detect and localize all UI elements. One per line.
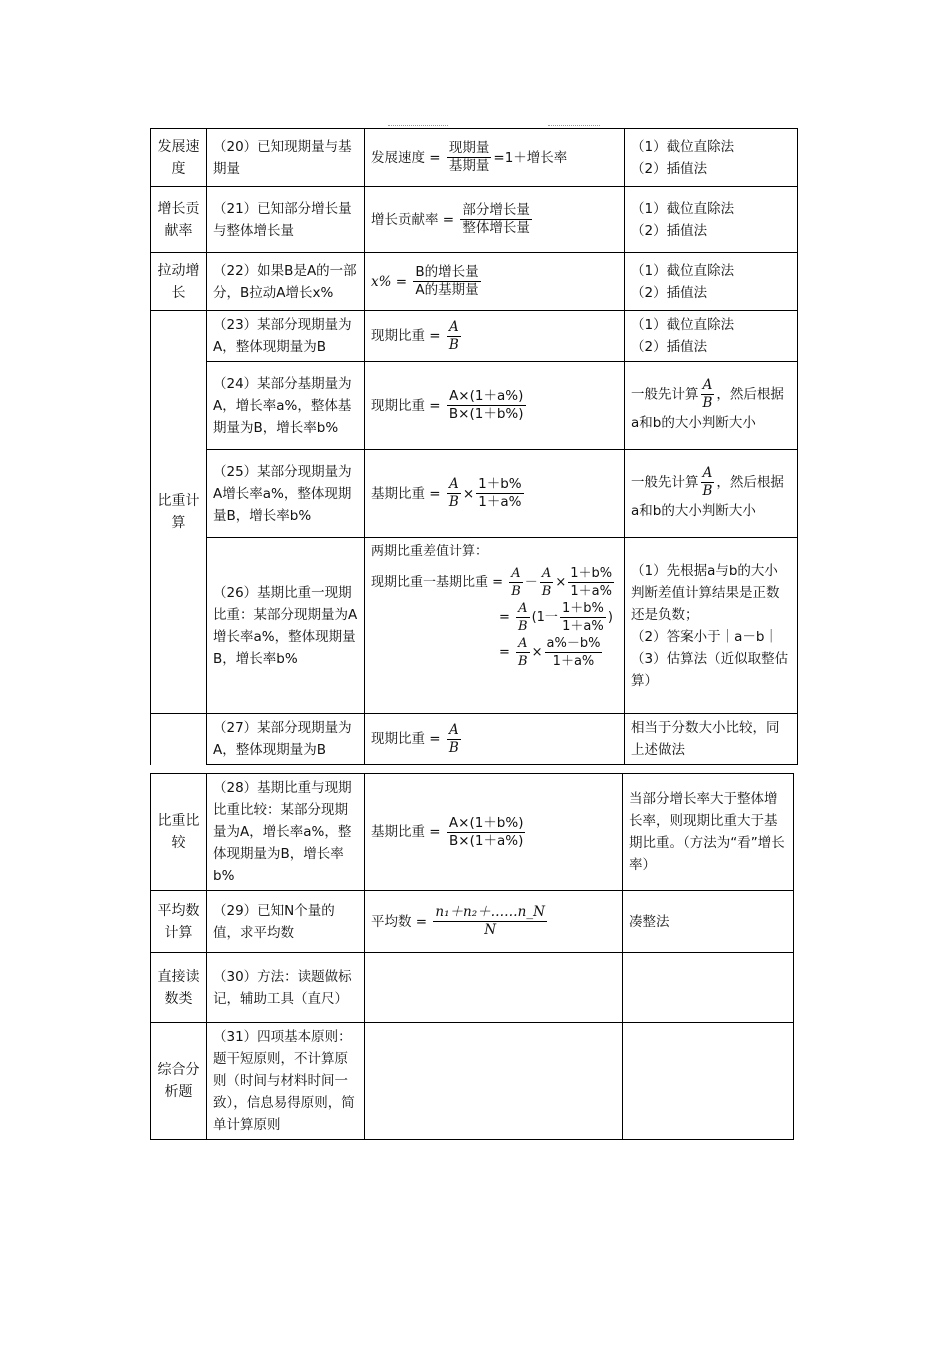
- formula-cell: 增长贡献率 = $\frac{\text{部分增长量}}{\text{整体增长量}}$: [365, 187, 625, 253]
- formula-cell: [365, 1023, 623, 1140]
- category-cell: 平均数计算: [151, 891, 207, 953]
- category-cell: 比重比较: [151, 774, 207, 891]
- category-cell: 直接读数类: [151, 953, 207, 1023]
- formula-cell: 平均数 = $\frac{\text{n₁＋n₂＋……n\_N}}{N}$: [365, 891, 623, 953]
- category-cell: 发展速度: [151, 129, 207, 187]
- formula-cell: 现期比重 = $\frac{A}{B}$: [365, 311, 625, 362]
- category-cell-bizhong: 比重计算: [151, 311, 207, 714]
- category-cell: 增长贡献率: [151, 187, 207, 253]
- table-row-21: [151, 187, 798, 253]
- table-row-31: [151, 1023, 794, 1140]
- description-cell: （30）方法：读题做标记，辅助工具（直尺）: [207, 953, 365, 1023]
- category-cell: 拉动增长: [151, 253, 207, 311]
- category-cell: 综合分析题: [151, 1023, 207, 1140]
- formula-cell: 发展速度 = $\frac{\text{现期量}}{\text{基期量}}$ =1＋增长率: [365, 129, 625, 187]
- method-cell: （1）截位直除法 （2）插值法: [625, 187, 798, 253]
- method-cell: （1）截位直除法 （2）插值法: [625, 253, 798, 311]
- description-cell: （28）基期比重与现期比重比较：某部分现期量为A，增长率a%，整体现期量为B，增长率b%: [207, 774, 365, 891]
- formula-cell: [365, 953, 623, 1023]
- table-proportion-average: [150, 773, 794, 1140]
- description-cell: （21）已知部分增长量与整体增长量: [207, 187, 365, 253]
- method-cell: 相当于分数大小比较，同上述做法: [625, 714, 798, 765]
- table-row-23: [151, 311, 798, 362]
- method-cell: （1）先根据a与b的大小判断差值计算结果是正数还是负数； （2）答案小于｜a－b｜ （3）估算法（近似取整估算）: [625, 538, 798, 714]
- formula-cell: x% = $\frac{\text{B的增长量}}{\text{A的基期量}}$: [365, 253, 625, 311]
- method-cell: [623, 1023, 794, 1140]
- table-row-22: [151, 253, 798, 311]
- method-cell: （1）截位直除法 （2）插值法: [625, 129, 798, 187]
- description-cell: （31）四项基本原则：题干短原则，不计算原则（时间与材料时间一致），信息易得原则，简单计算原则: [207, 1023, 365, 1140]
- description-cell: （20）已知现期量与基期量: [207, 129, 365, 187]
- table-row-28: [151, 774, 794, 891]
- top-dotted-mark-2: [548, 125, 600, 126]
- table-row-24: [151, 362, 798, 450]
- method-cell: 当部分增长率大于整体增长率，则现期比重大于基期比重。（方法为“看”增长率）: [623, 774, 794, 891]
- top-dotted-mark-1: [388, 125, 448, 126]
- table-growth-indicators: [150, 128, 798, 765]
- description-cell: （23）某部分现期量为A，整体现期量为B: [207, 311, 365, 362]
- formula-cell: 基期比重 = $\frac{A}{B}$ × $\frac{1+b\%}{1+a\%}$: [365, 450, 625, 538]
- table-row-20: [151, 129, 798, 187]
- formula-cell: 两期比重差值计算： 现期比重一基期比重 = $\frac{A}{B}$ － $\frac{A}{B}$ × $\frac{1+b\%}{1+a\%}$ = $\frac{A}{B}$ (1一 $\frac{1+b\%}{1+a\%}$ ) = $\frac{A}{B}$ × $\frac{a\%-b\%}{1+a\%}$: [365, 538, 625, 714]
- table-row-26: [151, 538, 798, 714]
- table-row-25: [151, 450, 798, 538]
- method-cell: 凑整法: [623, 891, 794, 953]
- description-cell: （29）已知N个量的值，求平均数: [207, 891, 365, 953]
- description-cell: （27）某部分现期量为A，整体现期量为B: [207, 714, 365, 765]
- table-row-27: [151, 714, 798, 765]
- formula-cell: 现期比重 = $\frac{A\times(1+a\%)}{B\times(1+b\%)}$: [365, 362, 625, 450]
- table-row-30: [151, 953, 794, 1023]
- description-cell: （26）基期比重一现期比重：某部分现期量为A增长率a%，整体现期量B，增长率b%: [207, 538, 365, 714]
- table-row-29: [151, 891, 794, 953]
- method-cell: [623, 953, 794, 1023]
- description-cell: （25）某部分现期量为A增长率a%，整体现期量B，增长率b%: [207, 450, 365, 538]
- description-cell: （24）某部分基期量为A，增长率a%，整体基期量为B，增长率b%: [207, 362, 365, 450]
- formula-cell: 基期比重 = $\frac{A\times(1+b\%)}{B\times(1+a\%)}$: [365, 774, 623, 891]
- method-cell: 一般先计算 $\frac{A}{B}$ ，然后根据a和b的大小判断大小: [625, 450, 798, 538]
- formula-cell: 现期比重 = $\frac{A}{B}$: [365, 714, 625, 765]
- method-cell: 一般先计算 $\frac{A}{B}$ ，然后根据a和b的大小判断大小: [625, 362, 798, 450]
- description-cell: （22）如果B是A的一部分，B拉动A增长x%: [207, 253, 365, 311]
- method-cell: （1）截位直除法 （2）插值法: [625, 311, 798, 362]
- category-cell-empty: [151, 714, 207, 765]
